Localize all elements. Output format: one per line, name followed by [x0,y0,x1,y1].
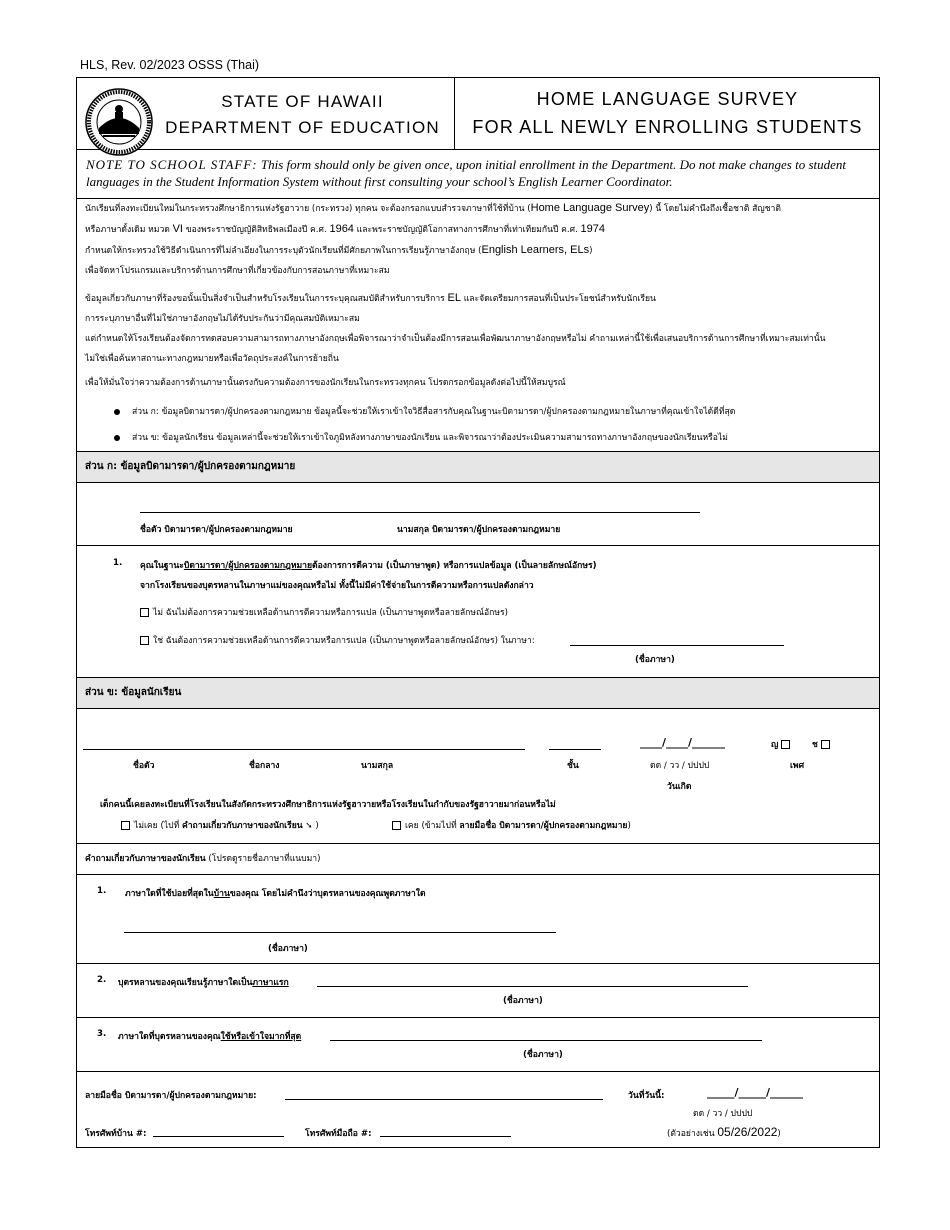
today-date-label: วันที่วันนี้: [628,1091,665,1101]
question-number: 3. [97,1029,107,1039]
intro-text: กำหนดให้กระทรวงใช้วิธีดำเนินการที่ไม่ลำเอียงในการระบุตัวนักเรียนที่มีศักยภาพในการเรียนรู้ภาษาอังกฤษ ( [85,246,482,256]
option-label: ไม่ ฉันไม่ต้องการความช่วยเหลือด้านการตีความหรือการแปล (เป็นภาษาพูดหรือลายลักษณ์อักษร) [153,608,508,618]
option-no-interpretation[interactable] [140,605,508,619]
intro-paragraph-2 [85,288,875,369]
interpretation-language-line[interactable] [570,645,784,646]
question-number: 1. [113,558,123,568]
bullet-text: ส่วน ข: ข้อมูลนักเรียน ข้อมูลเหล่านี้จะช่วยให้เราเข้าใจภูมิหลังทางภาษาของนักเรียน และพิจารณาว่าต้องประเมินความสามารถทางภาษาอังกฤษของนักเรียนหรือไม่ [132,433,728,443]
signature-label: ลายมือชื่อ บิดามารดา/ผู้ปกครองตามกฎหมาย: [85,1091,257,1101]
title-text: คำถามเกี่ยวกับภาษาของนักเรียน [85,854,206,864]
section-b-title: ส่วน ข: ข้อมูลนักเรียน [85,687,182,698]
home-phone-label: โทรศัพท์บ้าน #: [85,1129,147,1139]
q-text: บุตรหลานของคุณเรียนรู้ภาษาใดเป็น [118,978,253,988]
parent-name-line[interactable] [140,512,700,513]
intro-text: VI [172,223,183,235]
rule [76,708,880,709]
student-last-name-label: นามสกุล [361,761,394,771]
first-language-question [118,975,289,989]
home-language-question [125,886,426,900]
rule [76,874,880,875]
signature-line[interactable] [285,1099,603,1100]
date-format-label: ดด / วว / ปปปป [693,1109,753,1119]
intro-text: ข้อมูลเกี่ยวกับภาษาที่ร้องขอนั้นเป็นสิ่งจำเป็นสำหรับโรงเรียนในการระบุคุณสมบัติสำหรับการบริการ [85,294,448,304]
staff-note-text: This form should only be given once, upon initial enrollment in the Department. Do not make changes to student languages in the Student Information System without first consulting your school’s English Learner Coordinator. [86,157,847,189]
language-name-label: (ชื่อภาษา) [523,1050,563,1060]
student-first-name-label: ชื่อตัว [133,761,155,771]
most-used-language-line[interactable] [330,1040,762,1041]
q-text: คุณในฐานะ [140,561,184,571]
example-text: (ตัวอย่างเช่น [667,1129,718,1139]
interpretation-question [140,558,860,592]
intro-text: Home Language Survey [530,202,650,214]
form-title [455,85,880,141]
bullet-section-a [114,404,874,418]
language-name-label: (ชื่อภาษา) [268,944,308,954]
option-label: ) [312,821,319,831]
option-never-enrolled[interactable] [121,818,319,832]
option-label: เคย (ข้ามไปที่ [405,821,460,831]
intro-text: ไม่ใช่เพื่อค้นหาสถานะทางกฎหมายหรือเพื่อวัตถุประสงค์ในการย้ายถิ่น [85,354,339,364]
rule [76,1017,880,1018]
q-text: จากโรงเรียนของบุตรหลานในภาษาแม่ของคุณหรือไม่ ทั้งนี้ไม่มีค่าใช้จ่ายในการตีความหรือการแปลดังกล่าว [140,581,534,591]
checkbox-never[interactable] [121,821,130,830]
student-name-line[interactable] [83,749,525,750]
rule [76,545,880,546]
section-b-shade [77,678,879,708]
q-text: บ้าน [213,889,230,899]
intro-paragraph-1 [85,198,875,281]
intro-text: 1974 [580,223,606,235]
form-title-line-1: HOME LANGUAGE SURVEY [536,89,799,109]
sex-option-label: ช [812,740,818,750]
checkbox-sex-2[interactable] [821,740,830,749]
bullet-section-b [114,430,874,444]
home-phone-line[interactable] [153,1136,284,1137]
rule [76,677,880,678]
intro-text: เพื่อจัดหาโปรแกรมและบริการด้านการศึกษาที่เกี่ยวข้องกับการสอนภาษาที่เหมาะสม [85,266,390,276]
today-date-field[interactable]: _____/_____/______ [707,1086,804,1099]
q-text: ใช้หรือเข้าใจมากที่สุด [220,1032,302,1042]
example-text: 05/26/2022 [717,1125,778,1139]
intro-text: English Learners, ELs [481,244,590,256]
home-language-line[interactable] [124,932,556,933]
language-name-label: (ชื่อภาษา) [503,996,543,1006]
grade-line[interactable] [549,749,601,750]
sex-option-label: ญ [771,740,779,750]
dob-field[interactable]: ____/____/______ [640,736,726,749]
agency-line-2: DEPARTMENT OF EDUCATION [165,118,440,137]
section-a-title: ส่วน ก: ข้อมูลบิดามารดา/ผู้ปกครองตามกฎหมาย [85,461,296,472]
form-title-line-2: FOR ALL NEWLY ENROLLING STUDENTS [472,117,863,137]
dob-format-label: ดด / วว / ปปปป [650,761,710,771]
question-number: 2. [97,975,107,985]
dob-label: วันเกิด [667,782,692,792]
q-text: ภาษาใดที่ใช้บ่อยที่สุดใน [125,889,214,899]
sex-female-option[interactable] [771,737,794,751]
q-text: บิดามารดา/ผู้ปกครองตามกฎหมาย [183,561,313,571]
intro-text: ของพระราชบัญญัติสิทธิพลเมืองปี ค.ศ. [183,225,330,235]
first-language-line[interactable] [317,986,748,987]
intro-text: EL [447,292,462,304]
intro-text: ) [589,246,593,256]
example-text: ) [777,1129,781,1139]
intro-text: และจัดเตรียมการสอนที่เป็นประโยชน์สำหรับนักเรียน [461,294,656,304]
intro-text: การระบุภาษาอื่นที่ไม่ใช่ภาษาอังกฤษไม่ได้รับประกันว่ามีคุณสมบัติเหมาะสม [85,314,360,324]
arrow-icon: ➘ [302,821,313,831]
option-label: ไม่เคย (ไปที่ [134,821,182,831]
checkbox-no[interactable] [140,608,149,617]
rule [76,963,880,964]
intro-text: 1964 [329,223,354,235]
staff-note-lead: NOTE TO SCHOOL STAFF: [86,157,258,172]
intro-text: นักเรียนที่ลงทะเบียนใหม่ในกระทรวงศึกษาธิการแห่งรัฐฮาวาย (กระทรวง) ทุกคน จะต้องกรอกแบบสำรวจภาษาที่ใช้ที่บ้าน ( [85,204,531,214]
mobile-phone-label: โทรศัพท์มือถือ #: [305,1129,372,1139]
rule [76,149,880,150]
intro-text: ) นี้ โดยไม่คำนึงถึงเชื้อชาติ สัญชาติ [649,204,781,214]
intro-text: แต่กำหนดให้โรงเรียนต้องจัดการทดสอบความสามารถทางภาษาอังกฤษเพื่อพิจารณาว่าจำเป็นต้องมีการสอนเพื่อพัฒนาภาษาอังกฤษหรือไม่ คำถามเหล่านี้ใช้เพื่อเสนอบริการด้านการศึกษาที่เหมาะสมเท่านั้น [85,334,826,344]
title-text: (โปรดดูรายชื่อภาษาที่แนบมา) [205,854,321,864]
date-example [667,1125,781,1140]
q-text: ต้องการการตีความ (เป็นภาษาพูด) หรือการแปลข้อมูล (เป็นลายลักษณ์อักษร) [312,561,597,571]
option-yes-interpretation[interactable] [140,633,535,647]
doe-seal-logo [85,88,153,156]
bullet-dot [114,435,120,441]
option-label: คำถามเกี่ยวกับภาษาของนักเรียน [181,821,303,831]
q-text: ของคุณ โดยไม่คำนึงว่าบุตรหลานของคุณพูดภาษาใด [229,889,426,899]
parent-last-name-label: นามสกุล บิดามารดา/ผู้ปกครองตามกฎหมาย [397,525,561,535]
sex-label: เพศ [790,761,805,771]
prior-enrollment-question: เด็กคนนี้เคยลงทะเบียนที่โรงเรียนในสังกัดกระทรวงศึกษาธิการแห่งรัฐฮาวายหรือโรงเรียนในกำกับของรัฐฮาวายมาก่อนหรือไม่ [100,800,556,810]
checkbox-yes[interactable] [140,636,149,645]
q-text: ภาษาใดที่บุตรหลานของคุณ [118,1032,221,1042]
q-text: ภาษาแรก [252,978,289,988]
bullet-text: ส่วน ก: ข้อมูลบิดามารดา/ผู้ปกครองตามกฎหมาย ข้อมูลนี้จะช่วยให้เราเข้าใจวิธีสื่อสารกับคุณในฐานะบิดามารดา/ผู้ปกครองตามกฎหมายในภาษาที่คุณเข้าใจได้ดีที่สุด [132,407,736,417]
student-middle-name-label: ชื่อกลาง [249,761,280,771]
form-revision-id: HLS, Rev. 02/2023 OSSS (Thai) [80,58,260,72]
option-previously-enrolled[interactable] [392,818,631,832]
rule [76,843,880,844]
option-label: ลายมือชื่อ บิดามารดา/ผู้ปกครองตามกฎหมาย [459,821,628,831]
option-label: ใช่ ฉันต้องการความช่วยเหลือด้านการตีความหรือการแปล (เป็นภาษาพูดหรือลายลักษณ์อักษร) ในภาษา: [153,636,535,646]
agency-line-1: STATE OF HAWAII [221,92,384,111]
language-name-label: (ชื่อภาษา) [635,655,675,665]
question-number: 1. [97,886,107,896]
most-used-language-question [118,1029,301,1043]
grade-label: ชั้น [567,761,579,771]
checkbox-ever[interactable] [392,821,401,830]
rule [76,451,880,452]
language-questions-title [85,851,320,865]
rule [76,1071,880,1072]
agency-title [150,89,455,141]
sex-male-option[interactable] [812,737,834,751]
bullet-dot [114,409,120,415]
mobile-phone-line[interactable] [380,1136,511,1137]
checkbox-sex-1[interactable] [781,740,790,749]
parent-first-name-label: ชื่อตัว บิดามารดา/ผู้ปกครองตามกฎหมาย [140,525,293,535]
option-label: ) [627,821,631,831]
intro-paragraph-3: เพื่อให้มั่นใจว่าความต้องการด้านภาษานั้นตรงกับความต้องการของนักเรียนในกระทรวงทุกคน โปรดกรอกข้อมูลดังต่อไปนี้ให้สมบูรณ์ [85,378,566,388]
staff-note [86,156,872,190]
intro-text: หรือภาษาดั้งเดิม หมวด [85,225,173,235]
intro-text: และพระราชบัญญัติโอกาสทางการศึกษาที่เท่าเทียมกันปี ค.ศ. [353,225,581,235]
rule [76,482,880,483]
